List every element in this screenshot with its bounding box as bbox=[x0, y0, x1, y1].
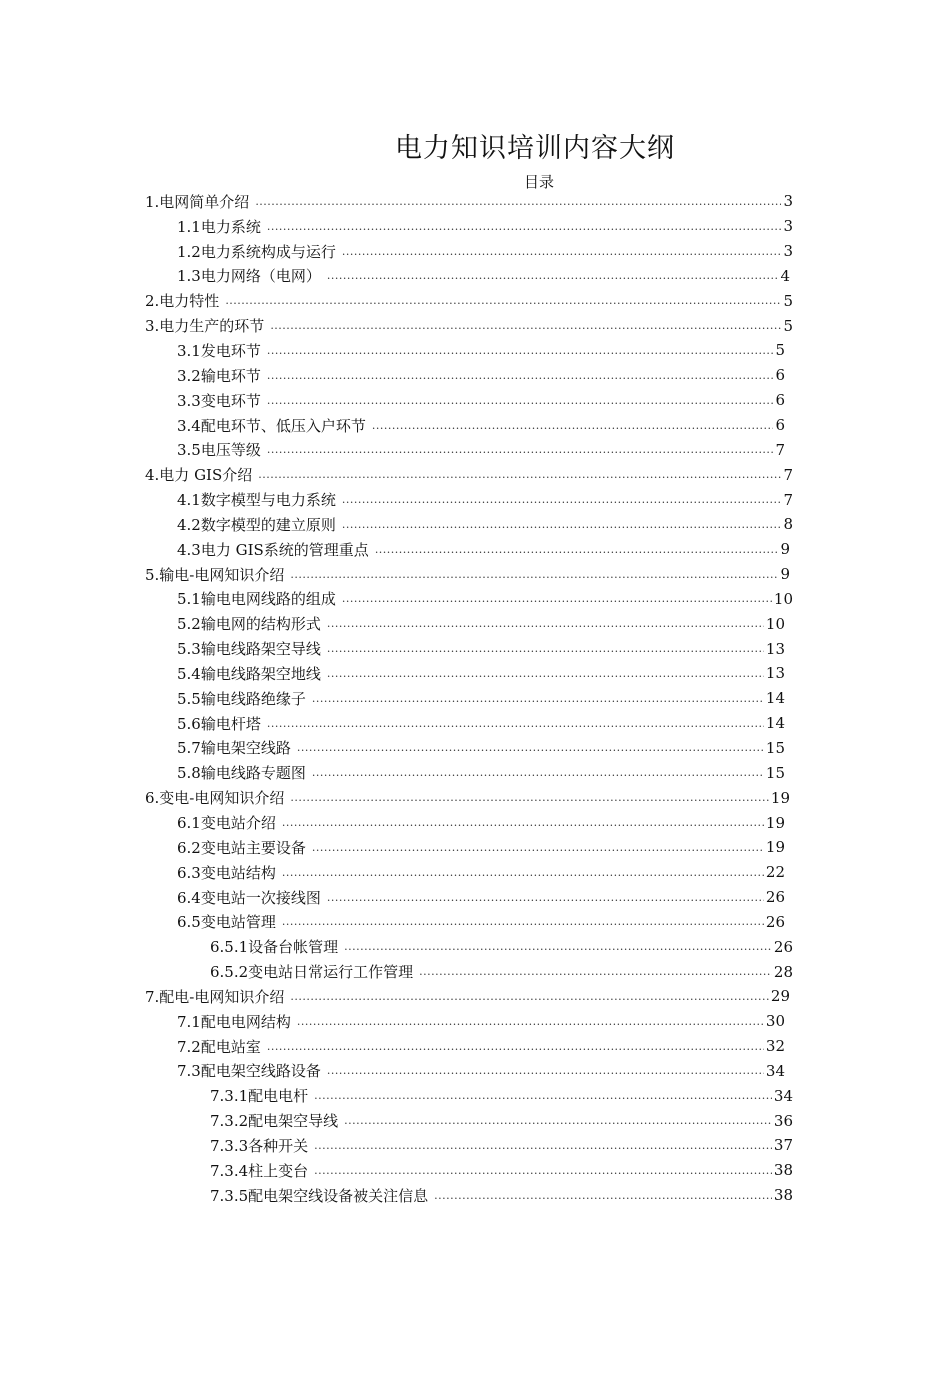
toc-page-number: 5 bbox=[783, 316, 793, 335]
toc-dot-leader bbox=[314, 1139, 772, 1152]
toc-page-number: 6 bbox=[775, 391, 785, 410]
toc-entry[interactable] bbox=[145, 785, 790, 810]
toc-page-number: 34 bbox=[773, 1086, 793, 1105]
toc-entry[interactable] bbox=[177, 388, 785, 413]
toc-entry[interactable] bbox=[177, 860, 785, 885]
toc-page-number: 10 bbox=[773, 589, 793, 608]
toc-page-number: 38 bbox=[773, 1161, 793, 1180]
toc-entry-label: 3.1发电环节 bbox=[177, 341, 261, 360]
toc-dot-leader bbox=[258, 468, 781, 481]
toc-dot-leader bbox=[267, 1040, 764, 1053]
toc-entry-label: 4.电力 GIS介绍 bbox=[145, 466, 253, 485]
toc-page-number: 37 bbox=[773, 1136, 793, 1155]
toc-entry[interactable] bbox=[177, 711, 785, 736]
toc-entry-label: 1.2电力系统构成与运行 bbox=[177, 242, 336, 261]
toc-page-number: 3 bbox=[783, 242, 793, 261]
toc-page-number: 13 bbox=[765, 639, 785, 658]
toc-entry[interactable] bbox=[145, 984, 790, 1009]
toc-entry[interactable] bbox=[177, 363, 785, 388]
toc-entry[interactable] bbox=[177, 1034, 785, 1059]
toc-page-number: 5 bbox=[783, 291, 793, 310]
toc-entry-label: 3.4配电环节、低压入户环节 bbox=[177, 416, 366, 435]
toc-dot-leader bbox=[419, 965, 772, 978]
toc-dot-leader bbox=[312, 692, 764, 705]
toc-dot-leader bbox=[327, 891, 764, 904]
toc-entry[interactable] bbox=[177, 686, 785, 711]
table-of-contents bbox=[0, 189, 950, 1208]
toc-entry-label: 5.输电-电网知识介绍 bbox=[145, 565, 285, 584]
toc-dot-leader bbox=[314, 1164, 772, 1177]
toc-page-number: 26 bbox=[765, 912, 785, 931]
toc-entry[interactable] bbox=[145, 288, 793, 313]
toc-entry-label: 6.5.1设备台帐管理 bbox=[210, 938, 339, 957]
toc-entry[interactable] bbox=[177, 736, 785, 761]
toc-entry[interactable] bbox=[177, 835, 785, 860]
toc-entry[interactable] bbox=[177, 214, 793, 239]
toc-entry-label: 7.3.4柱上变台 bbox=[210, 1161, 309, 1180]
toc-entry-label: 6.5变电站管理 bbox=[177, 913, 276, 932]
toc-entry[interactable] bbox=[177, 1009, 785, 1034]
toc-entry[interactable] bbox=[145, 462, 793, 487]
toc-entry-label: 7.3.2配电架空导线 bbox=[210, 1112, 339, 1131]
toc-entry-label: 5.2输电网的结构形式 bbox=[177, 615, 321, 634]
toc-entry-label: 1.电网简单介绍 bbox=[145, 192, 250, 211]
toc-dot-leader bbox=[297, 741, 764, 754]
toc-entry-label: 3.3变电环节 bbox=[177, 391, 261, 410]
toc-page-number: 6 bbox=[775, 416, 785, 435]
toc-entry-label: 4.1数字模型与电力系统 bbox=[177, 491, 336, 510]
toc-dot-leader bbox=[327, 642, 764, 655]
toc-page-number: 3 bbox=[783, 192, 793, 211]
toc-entry-label: 5.5输电线路绝缘子 bbox=[177, 689, 306, 708]
toc-dot-leader bbox=[255, 195, 781, 208]
toc-dot-leader bbox=[342, 592, 772, 605]
toc-entry-label: 6.4变电站一次接线图 bbox=[177, 888, 321, 907]
toc-entry-label: 3.5电压等级 bbox=[177, 441, 261, 460]
toc-entry-label: 7.3.5配电架空线设备被关注信息 bbox=[210, 1186, 429, 1205]
toc-dot-leader bbox=[267, 443, 774, 456]
toc-dot-leader bbox=[290, 791, 769, 804]
toc-entry[interactable] bbox=[177, 264, 790, 289]
toc-dot-leader bbox=[297, 1015, 764, 1028]
toc-dot-leader bbox=[282, 915, 764, 928]
toc-dot-leader bbox=[434, 1189, 772, 1202]
toc-dot-leader bbox=[267, 344, 774, 357]
toc-entry[interactable] bbox=[177, 810, 785, 835]
toc-dot-leader bbox=[270, 319, 781, 332]
toc-dot-leader bbox=[344, 1114, 772, 1127]
toc-entry-label: 5.8输电线路专题图 bbox=[177, 764, 306, 783]
toc-page-number: 4 bbox=[780, 266, 790, 285]
toc-entry[interactable] bbox=[177, 239, 793, 264]
toc-page-number: 19 bbox=[765, 813, 785, 832]
toc-entry-label: 7.3配电架空线路设备 bbox=[177, 1062, 321, 1081]
toc-heading: 目录 bbox=[523, 173, 554, 191]
toc-entry[interactable] bbox=[177, 1059, 785, 1084]
toc-page-number: 3 bbox=[783, 217, 793, 236]
toc-dot-leader bbox=[327, 269, 779, 282]
toc-entry[interactable] bbox=[177, 909, 785, 934]
toc-page-number: 7 bbox=[775, 440, 785, 459]
toc-entry[interactable] bbox=[177, 537, 790, 562]
toc-page-number: 9 bbox=[780, 540, 790, 559]
toc-entry[interactable] bbox=[145, 562, 790, 587]
toc-entry[interactable] bbox=[210, 1083, 793, 1108]
toc-entry[interactable] bbox=[177, 487, 793, 512]
toc-entry[interactable] bbox=[177, 611, 785, 636]
toc-dot-leader bbox=[375, 543, 779, 556]
toc-dot-leader bbox=[327, 667, 764, 680]
toc-dot-leader bbox=[312, 766, 764, 779]
toc-entry-label: 2.电力特性 bbox=[145, 292, 220, 311]
toc-page-number: 9 bbox=[780, 565, 790, 584]
toc-entry[interactable] bbox=[177, 661, 785, 686]
toc-entry[interactable] bbox=[177, 413, 785, 438]
toc-dot-leader bbox=[342, 518, 782, 531]
toc-dot-leader bbox=[282, 816, 764, 829]
toc-entry[interactable] bbox=[210, 1108, 793, 1133]
toc-entry-label: 7.配电-电网知识介绍 bbox=[145, 987, 285, 1006]
toc-dot-leader bbox=[327, 617, 764, 630]
toc-entry-label: 3.电力生产的环节 bbox=[145, 317, 265, 336]
toc-entry-label: 6.变电-电网知识介绍 bbox=[145, 789, 285, 808]
toc-entry-label: 3.2输电环节 bbox=[177, 366, 261, 385]
toc-entry-label: 1.1电力系统 bbox=[177, 217, 261, 236]
toc-entry-label: 6.5.2变电站日常运行工作管理 bbox=[210, 963, 414, 982]
toc-page-number: 32 bbox=[765, 1037, 785, 1056]
toc-entry-label: 7.3.1配电电杆 bbox=[210, 1087, 309, 1106]
toc-entry-label: 5.4输电线路架空地线 bbox=[177, 664, 321, 683]
toc-entry-label: 4.3电力 GIS系统的管理重点 bbox=[177, 540, 369, 559]
toc-dot-leader bbox=[267, 369, 774, 382]
toc-entry[interactable] bbox=[177, 636, 785, 661]
toc-dot-leader bbox=[267, 717, 764, 730]
toc-entry[interactable] bbox=[177, 512, 793, 537]
toc-dot-leader bbox=[314, 1089, 772, 1102]
toc-page-number: 7 bbox=[783, 490, 793, 509]
toc-page-number: 5 bbox=[775, 341, 785, 360]
toc-dot-leader bbox=[267, 394, 774, 407]
toc-entry[interactable] bbox=[177, 338, 785, 363]
toc-entry-label: 5.1输电电网线路的组成 bbox=[177, 590, 336, 609]
toc-dot-leader bbox=[290, 990, 769, 1003]
toc-page-number: 8 bbox=[783, 515, 793, 534]
toc-dot-leader bbox=[372, 419, 774, 432]
toc-entry-label: 7.2配电站室 bbox=[177, 1037, 261, 1056]
toc-entry[interactable] bbox=[145, 189, 793, 214]
toc-page-number: 22 bbox=[765, 863, 785, 882]
toc-dot-leader bbox=[342, 493, 782, 506]
toc-entry-label: 6.3变电站结构 bbox=[177, 863, 276, 882]
toc-page-number: 34 bbox=[765, 1061, 785, 1080]
toc-entry-label: 5.3输电线路架空导线 bbox=[177, 640, 321, 659]
toc-page-number: 19 bbox=[765, 838, 785, 857]
toc-entry[interactable] bbox=[210, 1183, 793, 1208]
toc-page-number: 26 bbox=[765, 888, 785, 907]
toc-entry[interactable] bbox=[177, 437, 785, 462]
toc-page-number: 36 bbox=[773, 1111, 793, 1130]
toc-page-number: 30 bbox=[765, 1012, 785, 1031]
toc-entry-label: 1.3电力网络（电网） bbox=[177, 267, 321, 286]
toc-entry[interactable] bbox=[145, 313, 793, 338]
toc-entry-label: 7.1配电电网结构 bbox=[177, 1012, 291, 1031]
toc-entry[interactable] bbox=[177, 885, 785, 910]
toc-page-number: 14 bbox=[765, 714, 785, 733]
toc-entry-label: 6.1变电站介绍 bbox=[177, 814, 276, 833]
toc-entry-label: 6.2变电站主要设备 bbox=[177, 838, 306, 857]
toc-page-number: 14 bbox=[765, 689, 785, 708]
toc-dot-leader bbox=[267, 220, 782, 233]
toc-entry[interactable] bbox=[210, 959, 793, 984]
toc-page-number: 26 bbox=[773, 937, 793, 956]
toc-dot-leader bbox=[312, 841, 764, 854]
toc-page-number: 15 bbox=[765, 738, 785, 757]
toc-entry[interactable] bbox=[210, 1133, 793, 1158]
toc-entry[interactable] bbox=[210, 934, 793, 959]
toc-page-number: 6 bbox=[775, 366, 785, 385]
document-title: 电力知识培训内容大纲 bbox=[395, 133, 675, 164]
toc-dot-leader bbox=[344, 940, 772, 953]
toc-entry-label: 5.7输电架空线路 bbox=[177, 739, 291, 758]
toc-dot-leader bbox=[282, 866, 764, 879]
toc-dot-leader bbox=[290, 568, 778, 581]
toc-entry-label: 5.6输电杆塔 bbox=[177, 714, 261, 733]
toc-page-number: 19 bbox=[770, 788, 790, 807]
toc-dot-leader bbox=[342, 245, 782, 258]
toc-entry-label: 7.3.3各种开关 bbox=[210, 1136, 309, 1155]
toc-dot-leader bbox=[225, 294, 781, 307]
toc-entry[interactable] bbox=[177, 760, 785, 785]
toc-page-number: 38 bbox=[773, 1186, 793, 1205]
toc-page-number: 10 bbox=[765, 614, 785, 633]
toc-page-number: 15 bbox=[765, 763, 785, 782]
toc-page-number: 13 bbox=[765, 664, 785, 683]
toc-page-number: 29 bbox=[770, 987, 790, 1006]
toc-entry-label: 4.2数字模型的建立原则 bbox=[177, 515, 336, 534]
toc-page-number: 28 bbox=[773, 962, 793, 981]
toc-dot-leader bbox=[327, 1064, 764, 1077]
toc-page-number: 7 bbox=[783, 465, 793, 484]
toc-entry[interactable] bbox=[177, 587, 793, 612]
toc-entry[interactable] bbox=[210, 1158, 793, 1183]
